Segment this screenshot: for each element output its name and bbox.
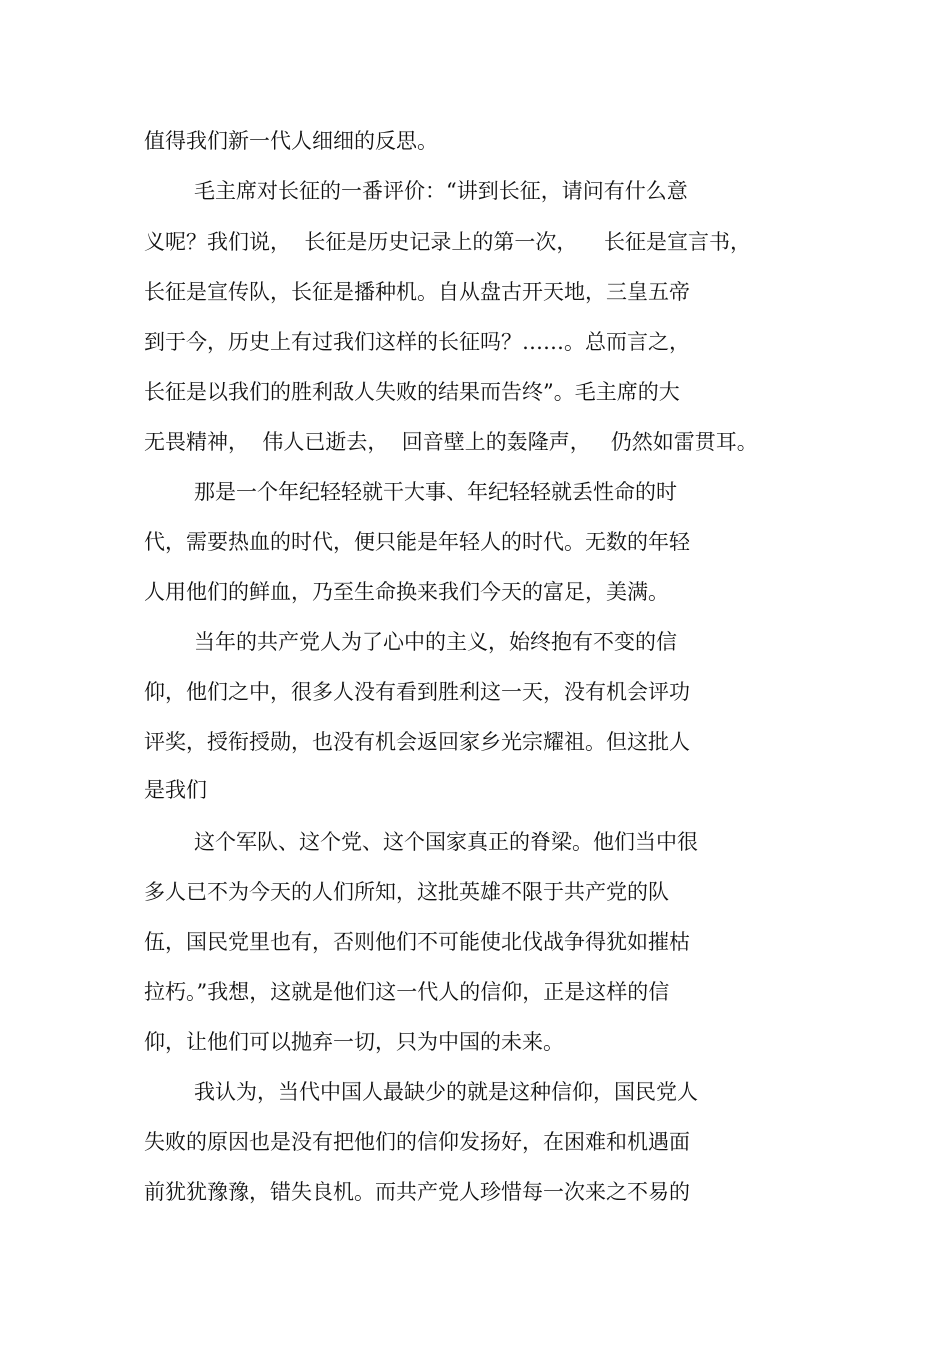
text-line: 多人已不为今天的人们所知，这批英雄不限于共产党的队 <box>144 880 669 904</box>
text-line: 伍，国民党里也有，否则他们不可能使北伐战争得犹如摧枯 <box>144 930 690 954</box>
text-line: 仰，他们之中，很多人没有看到胜利这一天，没有机会评功 <box>144 680 690 704</box>
text-line: 长征是以我们的胜利敌人失败的结果而告终”。毛主席的大 <box>144 380 680 404</box>
paragraph-start: 这个军队、这个党、这个国家真正的脊梁。他们当中很 <box>194 830 698 854</box>
text-line: 义呢？我们说， 长征是历史记录上的第一次， 长征是宣言书， <box>144 230 752 254</box>
text-line: 无畏精神， 伟人已逝去， 回音壁上的轰隆声， 仍然如雷贯耳。 <box>144 430 758 454</box>
text-line: 拉朽。”我想，这就是他们这一代人的信仰，正是这样的信 <box>144 980 670 1004</box>
paragraph-start: 那是一个年纪轻轻就干大事、年纪轻轻就丢性命的时 <box>194 480 677 504</box>
text-line: 评奖，授衔授勋，也没有机会返回家乡光宗耀祖。但这批人 <box>144 730 690 754</box>
paragraph-start: 毛主席对长征的一番评价：“讲到长征，请问有什么意 <box>194 179 688 203</box>
text-line: 仰，让他们可以抛弃一切，只为中国的未来。 <box>144 1030 564 1054</box>
text-line: 前犹犹豫豫，错失良机。而共产党人珍惜每一次来之不易的 <box>144 1180 690 1204</box>
text-line: 到于今，历史上有过我们这样的长征吗？……。总而言之， <box>144 330 690 354</box>
text-line: 是我们 <box>144 778 207 802</box>
text-line: 代，需要热血的时代，便只能是年轻人的时代。无数的年轻 <box>144 530 690 554</box>
paragraph-start: 当年的共产党人为了心中的主义，始终抱有不变的信 <box>194 630 677 654</box>
text-line: 值得我们新一代人细细的反思。 <box>144 129 438 153</box>
paragraph-start: 我认为，当代中国人最缺少的就是这种信仰，国民党人 <box>194 1080 698 1104</box>
text-line: 长征是宣传队，长征是播种机。自从盘古开天地，三皇五帝 <box>144 280 690 304</box>
text-line: 失败的原因也是没有把他们的信仰发扬好，在困难和机遇面 <box>144 1130 690 1154</box>
text-line: 人用他们的鲜血，乃至生命换来我们今天的富足，美满。 <box>144 580 669 604</box>
